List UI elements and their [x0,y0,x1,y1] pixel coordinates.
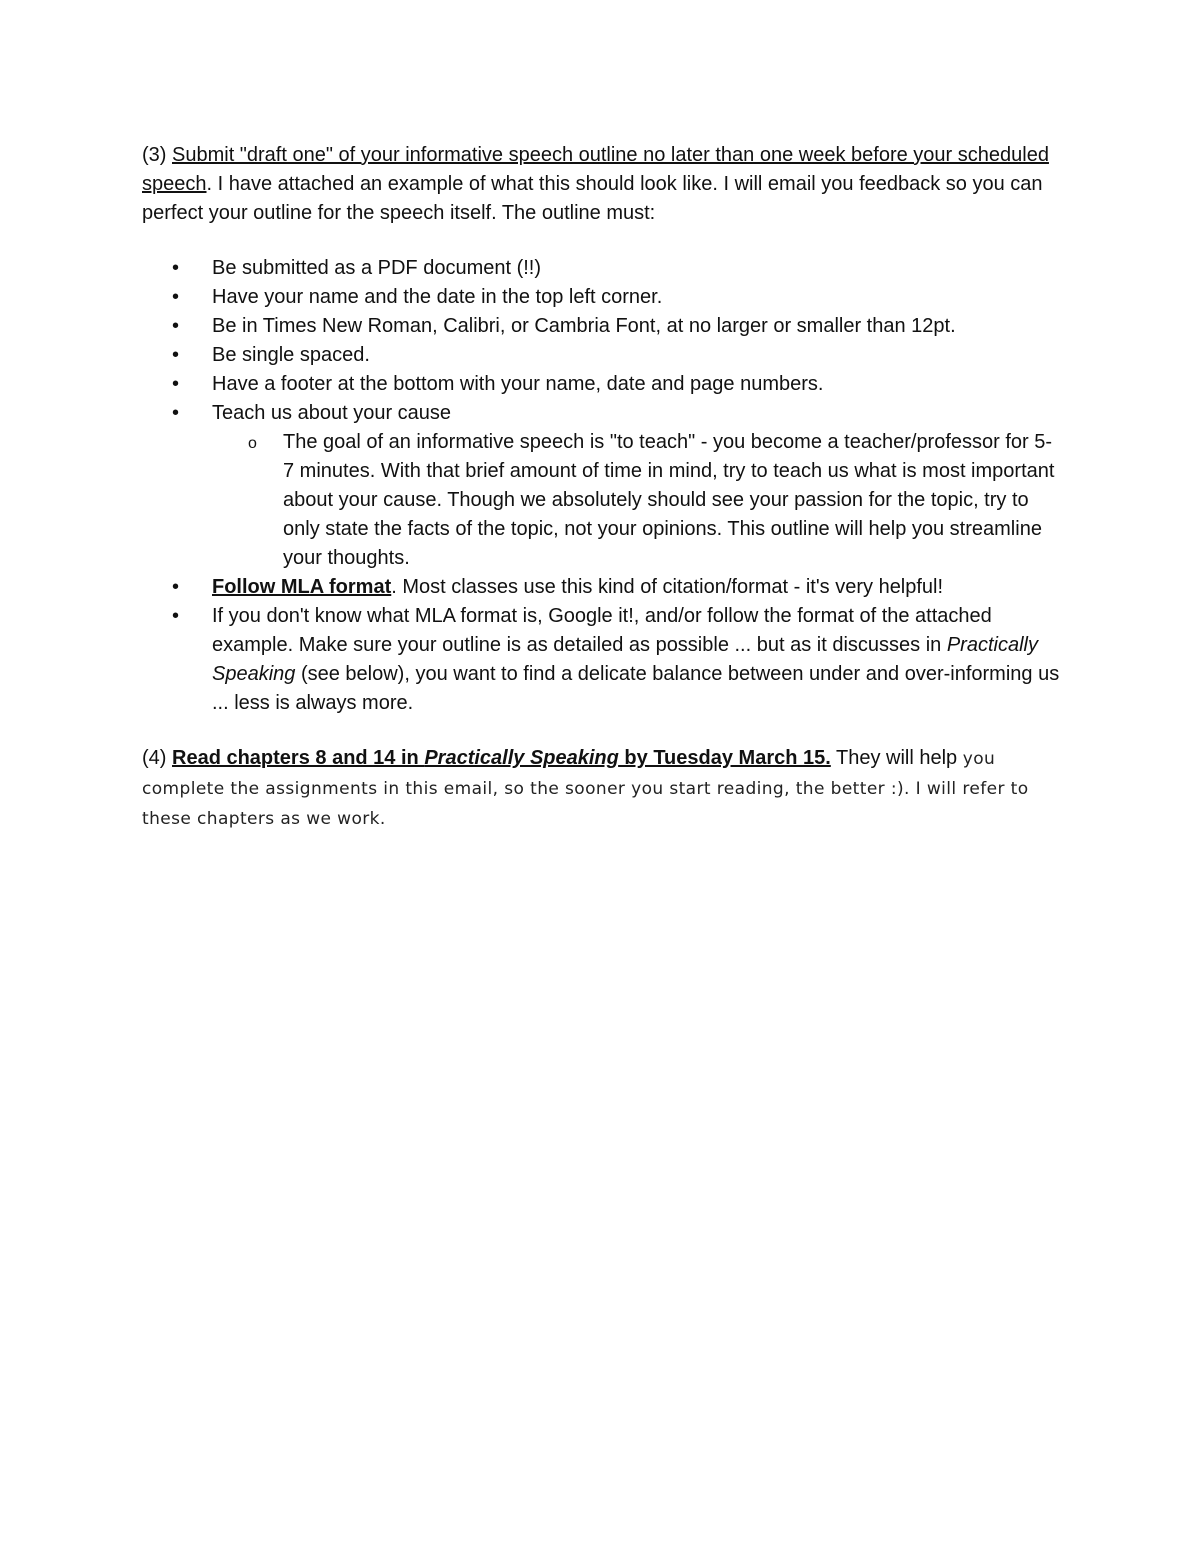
section-4-text: They will help [830,747,963,769]
bullet-icon: • [172,344,180,366]
section-4 [142,744,1062,834]
mla-format-heading: Follow MLA format [212,576,392,598]
list-item-text: Be single spaced. [212,344,370,366]
section-4-heading-text: Read chapters 8 and 14 in [172,747,425,769]
section-4-text-cont: you complete the assignments in this email, so the sooner you start reading, the better :). I will refer to these chapters as we work. [142,749,1029,829]
section-4-heading [172,747,831,769]
spacer [142,228,1062,254]
list-item-text: Teach us about your cause [212,402,452,424]
section-3-intro [142,141,1062,228]
list-item [142,341,1062,370]
sub-list-item-text: The goal of an informative speech is "to teach" - you become a teacher/professor for 5-7 minutes. With that brief amount of time in mind, try to teach us what is most important about your cause. Though we absolutely should see your passion for the topic, try to only state the facts of the topic, not your opinions. This outline will help you streamline your thoughts. [283,431,1055,569]
section-4-heading-date: by Tuesday March 15. [618,747,831,769]
bullet-icon: • [172,286,180,308]
book-title: Practically Speaking [424,747,619,769]
book-title: Practically Speaking [212,634,1038,685]
list-item [142,573,1062,602]
sub-list-item [212,428,1062,573]
document-content [142,141,1062,834]
bullet-icon: • [172,257,180,279]
circle-bullet-icon: o [248,435,257,452]
list-item-text: . Most classes use this kind of citation/format - it's very helpful! [391,576,944,598]
section-4-number: (4) [142,747,172,769]
section-3-number: (3) [142,144,172,166]
list-item [142,312,1062,341]
list-item-text: (see below), you want to find a delicate balance between under and over-informing us ... less is always more. [212,663,1060,714]
sub-list [212,428,1062,573]
bullet-icon: • [172,605,180,627]
bullet-icon: • [172,576,180,598]
list-item [142,254,1062,283]
outline-requirements-list [142,254,1062,718]
list-item-text: Be submitted as a PDF document (!!) [212,257,542,279]
section-3-heading: Submit "draft one" of your informative speech outline no later than one week before your scheduled speech [142,144,1049,195]
list-item [142,370,1062,399]
bullet-icon: • [172,402,180,424]
list-item-text: Have a footer at the bottom with your name, date and page numbers. [212,373,824,395]
list-item-text: Have your name and the date in the top left corner. [212,286,663,308]
bullet-icon: • [172,315,180,337]
list-item [142,602,1062,718]
list-item [142,399,1062,573]
list-item [142,283,1062,312]
list-item-text: If you don't know what MLA format is, Google it!, and/or follow the format of the attached example. Make sure your outline is as detailed as possible ... but as it discusses in [212,605,992,656]
section-3-intro-text: . I have attached an example of what this should look like. I will email you feedback so you can perfect your outline for the speech itself. The outline must: [142,173,1043,224]
list-item-text: Be in Times New Roman, Calibri, or Cambria Font, at no larger or smaller than 12pt. [212,315,956,337]
bullet-icon: • [172,373,180,395]
